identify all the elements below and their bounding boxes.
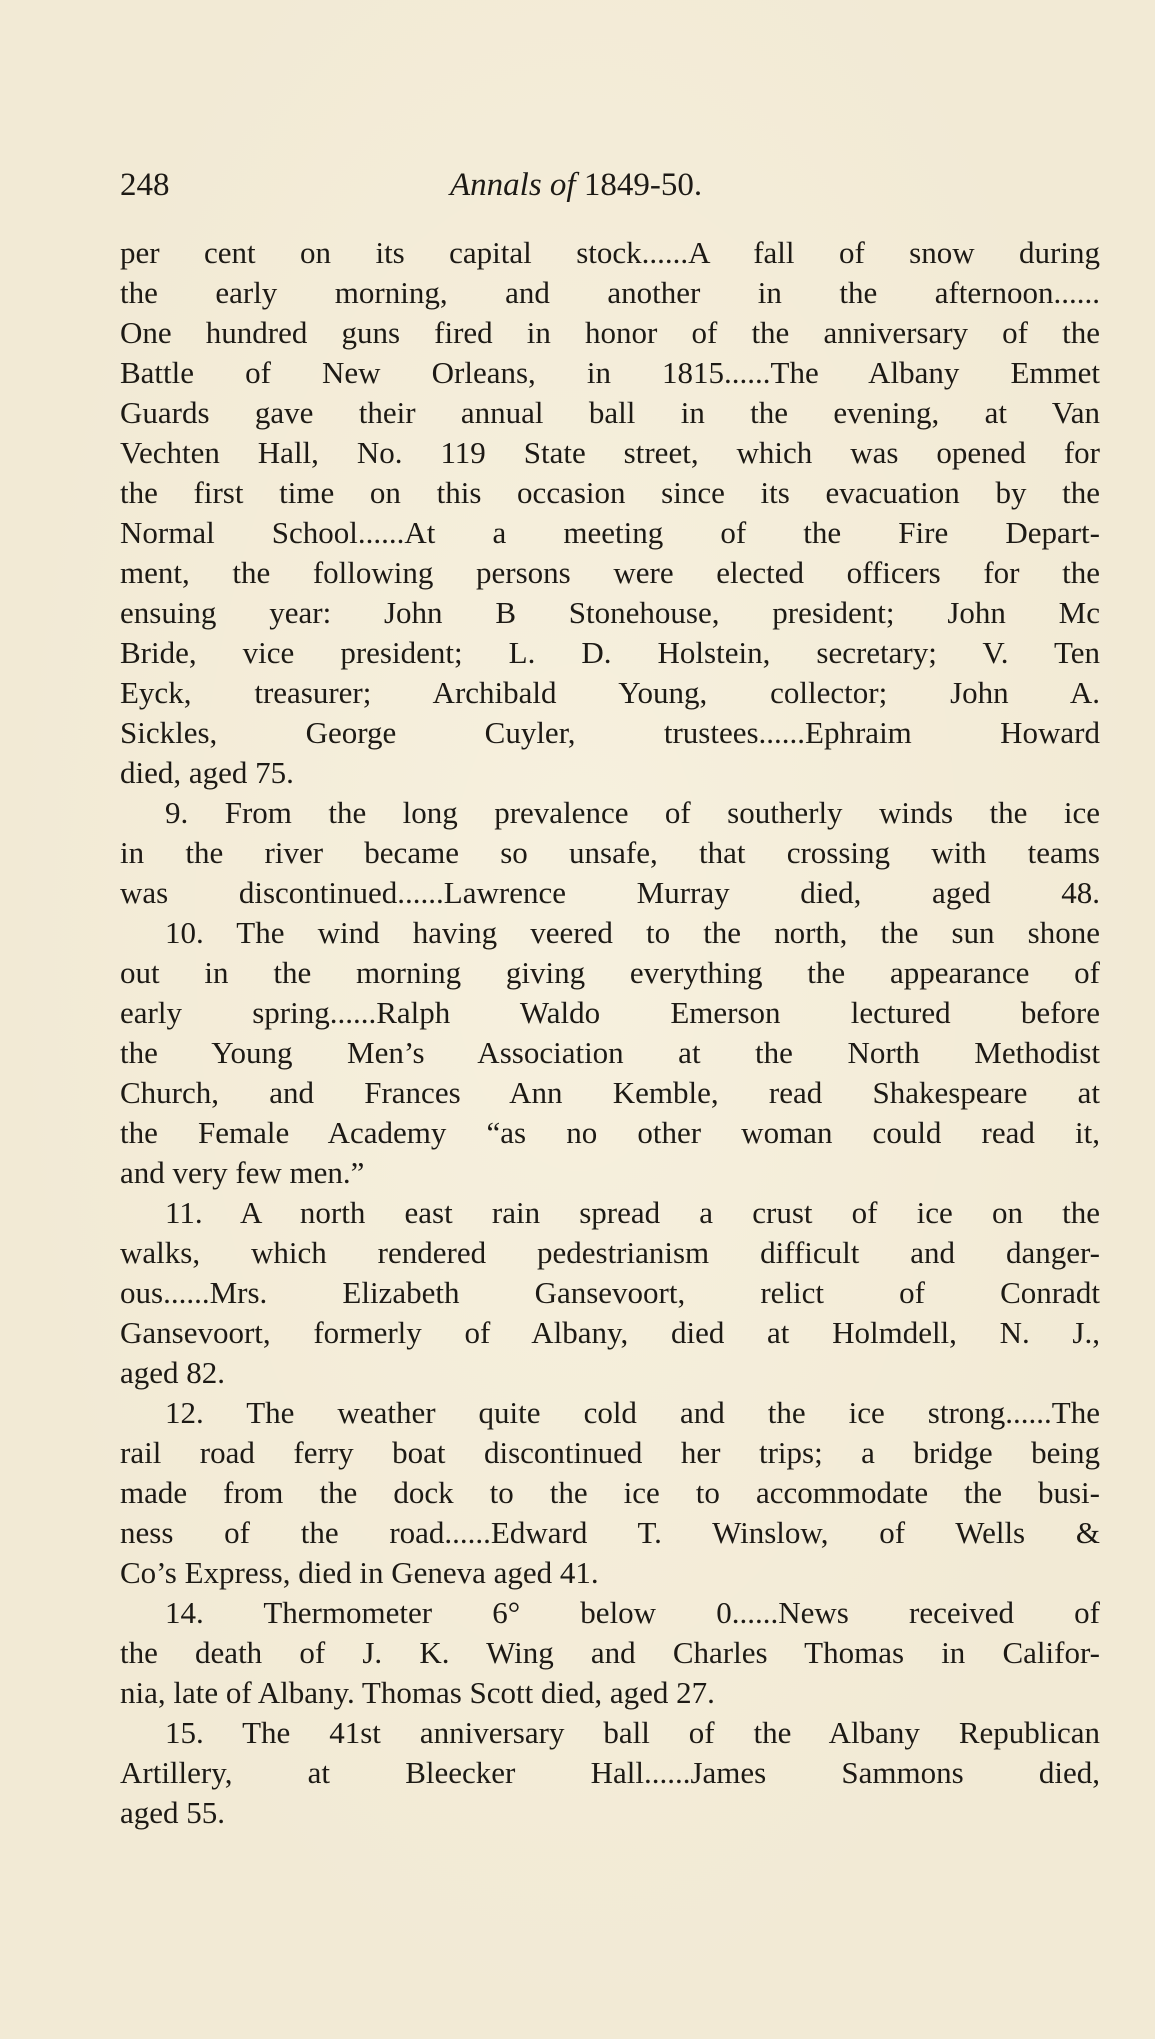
text-line: 11. A north east rain spread a crust of ice on the (165, 1195, 1100, 1230)
text-line: ensuing year: John B Stonehouse, president; John Mc (120, 595, 1100, 630)
text-line: One hundred guns fired in honor of the anniversary of the (120, 315, 1100, 350)
text-line: Gansevoort, formerly of Albany, died at Holmdell, N. J., (120, 1315, 1100, 1350)
text-line: Artillery, at Bleecker Hall......James Sammons died, (120, 1755, 1100, 1790)
page-header (120, 160, 780, 210)
text-line: the Young Men’s Association at the North Methodist (120, 1035, 1100, 1070)
text-line: walks, which rendered pedestrianism difficult and danger- (120, 1235, 1100, 1270)
text-line: out in the morning giving everything the appearance of (120, 955, 1100, 990)
text-line: and very few men.” (120, 1155, 365, 1190)
text-line: Church, and Frances Ann Kemble, read Shakespeare at (120, 1075, 1100, 1110)
text-line: Eyck, treasurer; Archibald Young, collector; John A. (120, 675, 1100, 710)
text-line: the first time on this occasion since its evacuation by the (120, 475, 1100, 510)
text-line: was discontinued......Lawrence Murray died, aged 48. (120, 875, 1100, 910)
text-line: 14. Thermometer 6° below 0......News received of (165, 1595, 1100, 1630)
text-line: Guards gave their annual ball in the evening, at Van (120, 395, 1100, 430)
page-body-text (120, 233, 1100, 1833)
text-line: ment, the following persons were elected officers for the (120, 555, 1100, 590)
text-line: early spring......Ralph Waldo Emerson lectured before (120, 995, 1100, 1030)
text-line: the early morning, and another in the afternoon...... (120, 275, 1100, 310)
text-line: made from the dock to the ice to accommodate the busi- (120, 1475, 1100, 1510)
text-line: the Female Academy “as no other woman could read it, (120, 1115, 1100, 1150)
text-line: aged 82. (120, 1355, 226, 1390)
text-line: 9. From the long prevalence of southerly winds the ice (165, 795, 1100, 830)
text-line: 15. The 41st anniversary ball of the Albany Republican (165, 1715, 1100, 1750)
running-head-italic: Annals of (450, 167, 576, 203)
text-line: Sickles, George Cuyler, trustees......Ephraim Howard (120, 715, 1100, 750)
text-line: rail road ferry boat discontinued her trips; a bridge being (120, 1435, 1100, 1470)
text-line: Battle of New Orleans, in 1815......The Albany Emmet (120, 355, 1100, 390)
text-line: Co’s Express, died in Geneva aged 41. (120, 1555, 599, 1590)
page-number: 248 (120, 167, 170, 203)
text-line: Normal School......At a meeting of the Fire Depart- (120, 515, 1100, 550)
text-line: 12. The weather quite cold and the ice strong......The (165, 1395, 1100, 1430)
running-head-years: 1849-50. (575, 167, 703, 203)
running-head (450, 160, 702, 210)
text-line: per cent on its capital stock......A fall of snow during (120, 235, 1100, 270)
text-line: Vechten Hall, No. 119 State street, which was opened for (120, 435, 1100, 470)
text-line: died, aged 75. (120, 755, 294, 790)
text-line: in the river became so unsafe, that crossing with teams (120, 835, 1100, 870)
text-line: ous......Mrs. Elizabeth Gansevoort, relict of Conradt (120, 1275, 1100, 1310)
text-line: aged 55. (120, 1795, 226, 1830)
text-line: Bride, vice president; L. D. Holstein, secretary; V. Ten (120, 635, 1100, 670)
text-line: ness of the road......Edward T. Winslow, of Wells & (120, 1515, 1100, 1550)
text-line: nia, late of Albany. Thomas Scott died, aged 27. (120, 1675, 715, 1710)
text-line: the death of J. K. Wing and Charles Thomas in Califor- (120, 1635, 1100, 1670)
text-line: 10. The wind having veered to the north, the sun shone (165, 915, 1100, 950)
